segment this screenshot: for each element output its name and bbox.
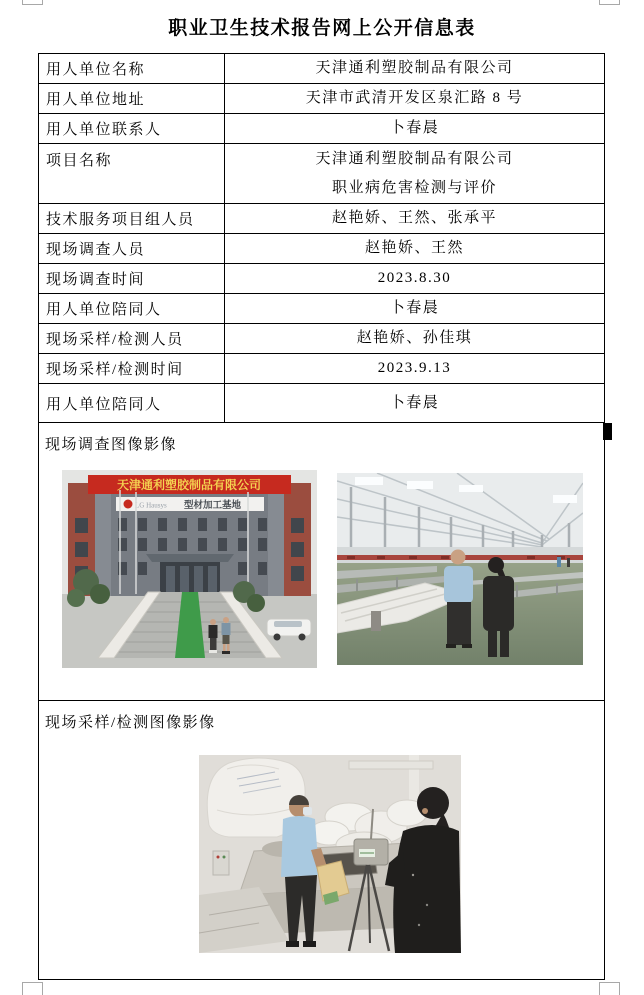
sampling-scene-illustration: [199, 755, 461, 953]
row-value: 卜春晨: [389, 120, 440, 137]
row-label: 用人单位地址: [39, 84, 225, 113]
project-name-line2: 职业病危害检测与评价: [331, 179, 497, 196]
survey-images-label: 现场调查图像影像: [45, 437, 178, 453]
table-row: [39, 234, 604, 264]
building-sign: [116, 497, 264, 511]
sampling-images-label: 现场采样/检测图像影像: [45, 715, 216, 731]
row-label: 现场采样/检测人员: [39, 324, 225, 353]
workshop-interior-illustration: [337, 473, 583, 665]
survey-photo-building-exterior: [62, 470, 317, 668]
row-label: 现场调查人员: [39, 234, 225, 263]
row-value: 卜春晨: [389, 300, 440, 317]
banner-text: 天津通利塑胶制品有限公司: [116, 478, 262, 492]
margin-mark-bottom-left: [22, 982, 43, 995]
row-value: 赵艳娇、王然、张承平: [331, 210, 497, 227]
row-label: 现场调查时间: [39, 264, 225, 293]
row-value: 卜春晨: [389, 394, 440, 411]
row-value: 赵艳娇、王然: [364, 240, 464, 257]
page-title: 职业卫生技术报告网上公开信息表: [168, 18, 476, 39]
horizontal-pipe: [349, 761, 433, 769]
row-label: 现场采样/检测时间: [39, 354, 225, 383]
table-row: [39, 354, 604, 384]
row-label: 用人单位名称: [39, 54, 225, 83]
table-row: [39, 384, 604, 423]
control-box: [213, 851, 229, 875]
row-value: 2023.9.13: [377, 360, 452, 377]
table-row: [39, 204, 604, 234]
building-exterior-illustration: [62, 470, 317, 668]
table-row: [39, 294, 604, 324]
row-value: 2023.8.30: [377, 270, 452, 287]
table-row: [39, 84, 604, 114]
ear: [422, 808, 428, 814]
row-value: 赵艳娇、孙佳琪: [356, 330, 473, 347]
margin-mark-top-right: [599, 0, 620, 5]
sampling-images-section: [39, 701, 604, 979]
row-value: [225, 144, 604, 203]
margin-mark-bottom-right: [599, 982, 620, 995]
info-table: [38, 53, 605, 980]
blue-shirt: [281, 816, 319, 877]
brand-text: LG Hausys: [135, 501, 167, 510]
row-label: 用人单位陪同人: [39, 384, 225, 422]
margin-mark-top-left: [22, 0, 43, 5]
row-label: 项目名称: [39, 144, 225, 203]
table-row: [39, 114, 604, 144]
sampling-photo-scene: [199, 755, 461, 953]
project-name-line1: 天津通利塑胶制品有限公司: [315, 151, 514, 167]
text-cursor-mark: [603, 423, 612, 440]
table-row: [39, 264, 604, 294]
lg-logo-icon: [124, 500, 133, 509]
distant-worker: [557, 557, 561, 567]
survey-photo-workshop-interior: [337, 473, 583, 665]
survey-images-section: [39, 423, 604, 701]
table-row: [39, 324, 604, 354]
entrance-canopy: [146, 554, 234, 562]
row-value: 天津市武清开发区泉汇路 8 号: [305, 90, 524, 107]
distant-worker: [567, 558, 570, 567]
face-mask: [303, 807, 312, 815]
row-label: 技术服务项目组人员: [39, 204, 225, 233]
table-row: [39, 144, 604, 204]
sign-text: 型材加工基地: [184, 501, 242, 511]
row-label: 用人单位陪同人: [39, 294, 225, 323]
row-value: 天津通利塑胶制品有限公司: [315, 60, 514, 77]
table-row: [39, 54, 604, 84]
building-banner: [88, 475, 291, 494]
row-label: 用人单位联系人: [39, 114, 225, 143]
black-shirt: [393, 825, 461, 953]
